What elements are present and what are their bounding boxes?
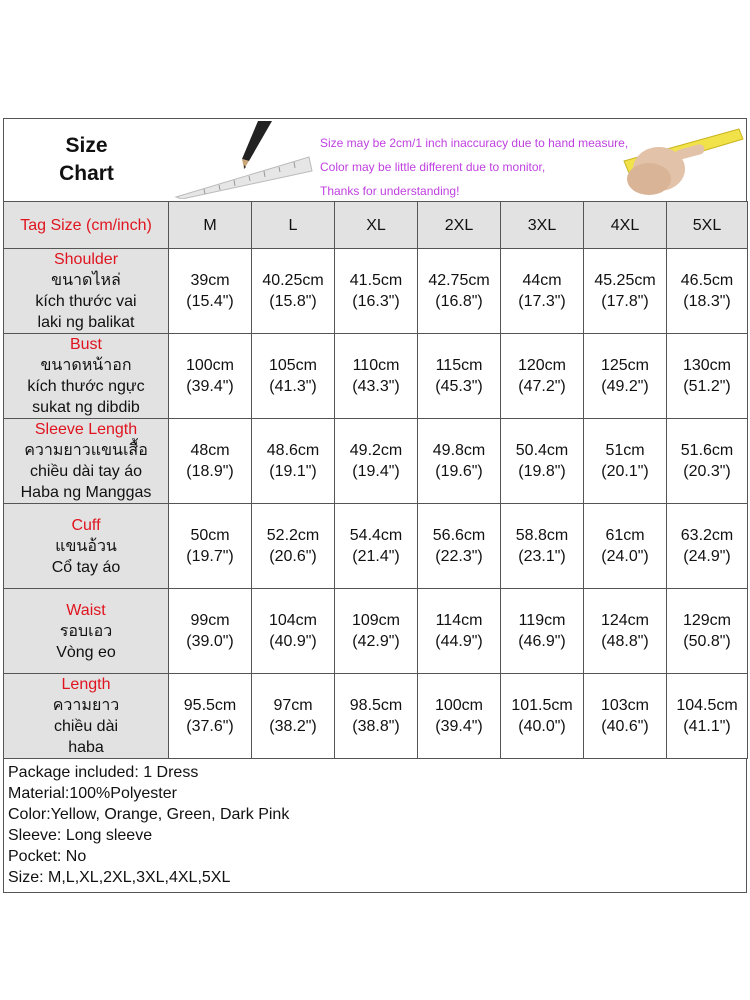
cm-value: 50cm xyxy=(190,527,230,544)
cm-value: 129cm xyxy=(682,612,732,629)
measurement-cell xyxy=(501,334,584,419)
inch-value: (44.9") xyxy=(435,633,483,650)
measurement-name: Shoulder xyxy=(53,251,119,268)
inch-value: (38.8") xyxy=(352,718,400,735)
measurement-name: Waist xyxy=(66,601,106,619)
inch-value: (39.4") xyxy=(435,718,483,735)
measurement-cell xyxy=(418,419,501,504)
inch-value: (24.9") xyxy=(683,548,731,565)
measurement-cell xyxy=(169,419,252,504)
measurement-cell xyxy=(667,504,748,589)
size-table xyxy=(3,201,748,759)
measurement-cell xyxy=(667,674,748,759)
size-header-cell: L xyxy=(252,202,335,249)
measurement-label xyxy=(4,249,169,334)
inch-value: (46.9") xyxy=(518,633,566,650)
size-chart-header xyxy=(3,118,747,201)
size-chart-sheet xyxy=(3,118,747,893)
cm-value: 63.2cm xyxy=(680,527,734,544)
measurement-row xyxy=(4,504,748,589)
measurement-name: Cuff xyxy=(71,516,101,534)
measurement-cell xyxy=(584,249,667,334)
measurement-translation: รอบเอว xyxy=(59,622,113,640)
inch-value: (20.6") xyxy=(269,548,317,565)
measurement-label xyxy=(4,504,169,589)
inch-value: (50.8") xyxy=(683,633,731,650)
cm-value: 104cm xyxy=(268,612,318,629)
cm-value: 61cm xyxy=(605,527,645,544)
cm-value: 58.8cm xyxy=(515,527,569,544)
measurement-translation: laki ng balikat xyxy=(37,314,135,331)
cm-value: 125cm xyxy=(600,357,650,374)
inch-value: (47.2") xyxy=(518,378,566,395)
measurement-cell xyxy=(584,674,667,759)
cm-value: 50.4cm xyxy=(515,442,569,459)
cm-value: 101.5cm xyxy=(511,697,573,714)
cm-value: 105cm xyxy=(268,357,318,374)
inch-value: (45.3") xyxy=(435,378,483,395)
info-line: Size: M,L,XL,2XL,3XL,4XL,5XL xyxy=(8,869,231,886)
info-line: Sleeve: Long sleeve xyxy=(8,827,153,844)
measurement-cell xyxy=(252,249,335,334)
inch-value: (18.3") xyxy=(683,293,731,310)
measurement-translation: chiều dài xyxy=(53,718,119,735)
inch-value: (51.2") xyxy=(683,378,731,395)
measurement-translation: ความยาว xyxy=(52,697,120,714)
measurement-translation: แขนอ้วน xyxy=(55,537,117,555)
measurement-cell xyxy=(252,504,335,589)
measurement-cell xyxy=(169,334,252,419)
inch-value: (39.0") xyxy=(186,633,234,650)
measurement-label xyxy=(4,589,169,674)
measurement-cell xyxy=(667,419,748,504)
measurement-cell xyxy=(335,334,418,419)
inch-value: (41.3") xyxy=(269,378,317,395)
cm-value: 48cm xyxy=(190,442,230,459)
inch-value: (17.8") xyxy=(601,293,649,310)
measurement-cell xyxy=(252,419,335,504)
tag-size-label: Tag Size (cm/inch) xyxy=(4,202,169,249)
info-line: Material:100%Polyester xyxy=(8,785,177,802)
measurement-row xyxy=(4,334,748,419)
measurement-translation: kích thước vai xyxy=(35,293,137,310)
cm-value: 130cm xyxy=(682,357,732,374)
cm-value: 45.25cm xyxy=(594,272,656,289)
cm-value: 115cm xyxy=(435,357,483,374)
cm-value: 95.5cm xyxy=(183,697,237,714)
measurement-cell xyxy=(501,504,584,589)
measurement-translation: ความยาวแขนเสื้อ xyxy=(24,442,148,459)
cm-value: 46.5cm xyxy=(680,272,734,289)
cm-value: 48.6cm xyxy=(266,442,320,459)
inch-value: (15.8") xyxy=(269,293,317,310)
inch-value: (41.1") xyxy=(683,718,731,735)
measurement-cell xyxy=(252,674,335,759)
size-header-cell: 3XL xyxy=(501,202,584,249)
title-line-2: Chart xyxy=(59,162,114,185)
note-line: Thanks for understanding! xyxy=(320,184,460,198)
inch-value: (16.8") xyxy=(435,293,483,310)
info-line: Package included: 1 Dress xyxy=(8,764,199,781)
inch-value: (49.2") xyxy=(601,378,649,395)
cm-value: 40.25cm xyxy=(262,272,324,289)
cm-value: 52.2cm xyxy=(266,527,320,544)
size-chart-title xyxy=(4,119,169,201)
measurement-cell xyxy=(584,589,667,674)
inch-value: (20.1") xyxy=(601,463,649,480)
cm-value: 98.5cm xyxy=(349,697,403,714)
measurement-cell xyxy=(335,674,418,759)
inch-value: (22.3") xyxy=(435,548,483,565)
cm-value: 114cm xyxy=(435,612,483,629)
measurement-notes xyxy=(320,131,628,203)
product-info xyxy=(3,759,747,893)
measurement-translation: Vòng eo xyxy=(56,643,116,661)
measurement-translation: kích thước ngực xyxy=(27,378,145,395)
measurement-cell xyxy=(169,249,252,334)
measurement-row xyxy=(4,419,748,504)
inch-value: (48.8") xyxy=(601,633,649,650)
inch-value: (40.6") xyxy=(601,718,649,735)
measurement-row xyxy=(4,589,748,674)
measurement-cell xyxy=(335,504,418,589)
cm-value: 120cm xyxy=(517,357,567,374)
cm-value: 100cm xyxy=(185,357,235,374)
measurement-cell xyxy=(584,334,667,419)
pencil-ruler-icon xyxy=(174,121,314,199)
inch-value: (16.3") xyxy=(352,293,400,310)
measurement-cell xyxy=(584,419,667,504)
measurement-cell xyxy=(169,674,252,759)
cm-value: 49.8cm xyxy=(432,442,486,459)
cm-value: 99cm xyxy=(190,612,230,629)
size-header-cell: M xyxy=(169,202,252,249)
cm-value: 104.5cm xyxy=(676,697,738,714)
measurement-cell xyxy=(501,589,584,674)
cm-value: 110cm xyxy=(352,357,400,374)
measurement-cell xyxy=(667,589,748,674)
cm-value: 44cm xyxy=(522,272,562,289)
measurement-row xyxy=(4,674,748,759)
cm-value: 119cm xyxy=(518,612,566,629)
cm-value: 124cm xyxy=(600,612,650,629)
inch-value: (20.3") xyxy=(683,463,731,480)
measurement-translation: ขนาดหน้าอก xyxy=(40,357,132,374)
measurement-cell xyxy=(418,334,501,419)
measurement-cell xyxy=(252,334,335,419)
info-line: Pocket: No xyxy=(8,848,87,865)
cm-value: 51.6cm xyxy=(680,442,734,459)
inch-value: (19.6") xyxy=(435,463,483,480)
measurement-row xyxy=(4,249,748,334)
inch-value: (21.4") xyxy=(352,548,400,565)
measurement-translation: haba xyxy=(68,739,104,756)
measurement-cell xyxy=(418,674,501,759)
inch-value: (18.9") xyxy=(186,463,234,480)
note-line: Size may be 2cm/1 inch inaccuracy due to hand measure, xyxy=(320,136,629,150)
size-header-cell: 4XL xyxy=(584,202,667,249)
measurement-translation: sukat ng dibdib xyxy=(32,399,140,416)
inch-value: (15.4") xyxy=(186,293,234,310)
inch-value: (19.7") xyxy=(186,548,234,565)
measurement-cell xyxy=(418,504,501,589)
inch-value: (38.2") xyxy=(269,718,317,735)
measurement-cell xyxy=(335,589,418,674)
inch-value: (23.1") xyxy=(518,548,566,565)
inch-value: (39.4") xyxy=(186,378,234,395)
measurement-cell xyxy=(667,334,748,419)
inch-value: (19.1") xyxy=(269,463,317,480)
measurement-name: Bust xyxy=(69,336,102,353)
inch-value: (40.9") xyxy=(269,633,317,650)
cm-value: 54.4cm xyxy=(349,527,403,544)
note-line: Color may be little different due to monitor, xyxy=(320,160,546,174)
measurement-name: Length xyxy=(61,676,111,693)
inch-value: (43.3") xyxy=(352,378,400,395)
measurement-label xyxy=(4,674,169,759)
measurement-cell xyxy=(418,589,501,674)
inch-value: (42.9") xyxy=(352,633,400,650)
measurement-cell xyxy=(335,249,418,334)
measurement-label xyxy=(4,334,169,419)
cm-value: 41.5cm xyxy=(349,272,403,289)
measurement-cell xyxy=(252,589,335,674)
measurement-translation: Haba ng Manggas xyxy=(20,484,152,501)
info-line: Color:Yellow, Orange, Green, Dark Pink xyxy=(8,806,290,823)
measurement-translation: ขนาดไหล่ xyxy=(51,272,121,289)
measurement-cell xyxy=(169,589,252,674)
inch-value: (19.4") xyxy=(352,463,400,480)
measurement-cell xyxy=(501,249,584,334)
cm-value: 51cm xyxy=(605,442,645,459)
inch-value: (37.6") xyxy=(186,718,234,735)
cm-value: 103cm xyxy=(600,697,650,714)
cm-value: 39cm xyxy=(190,272,230,289)
measurement-cell xyxy=(418,249,501,334)
measurement-cell xyxy=(501,419,584,504)
measurement-cell xyxy=(169,504,252,589)
measurement-label xyxy=(4,419,169,504)
title-line-1: Size xyxy=(65,134,108,157)
inch-value: (40.0") xyxy=(518,718,566,735)
measurement-translation: Cổ tay áo xyxy=(51,558,121,576)
cm-value: 42.75cm xyxy=(428,272,490,289)
size-header-row xyxy=(4,202,748,249)
measurement-name: Sleeve Length xyxy=(34,421,138,438)
measurement-cell xyxy=(667,249,748,334)
cm-value: 100cm xyxy=(434,697,484,714)
size-header-cell: 5XL xyxy=(667,202,748,249)
measurement-cell xyxy=(335,419,418,504)
measurement-cell xyxy=(501,674,584,759)
cm-value: 56.6cm xyxy=(432,527,486,544)
size-header-cell: XL xyxy=(335,202,418,249)
measurement-cell xyxy=(584,504,667,589)
measurement-translation: chiều dài tay áo xyxy=(29,463,143,480)
cm-value: 97cm xyxy=(273,697,313,714)
size-header-cell: 2XL xyxy=(418,202,501,249)
inch-value: (17.3") xyxy=(518,293,566,310)
cm-value: 49.2cm xyxy=(349,442,403,459)
cm-value: 109cm xyxy=(351,612,401,629)
measuring-tape-icon xyxy=(619,121,744,199)
inch-value: (19.8") xyxy=(518,463,566,480)
inch-value: (24.0") xyxy=(601,548,649,565)
